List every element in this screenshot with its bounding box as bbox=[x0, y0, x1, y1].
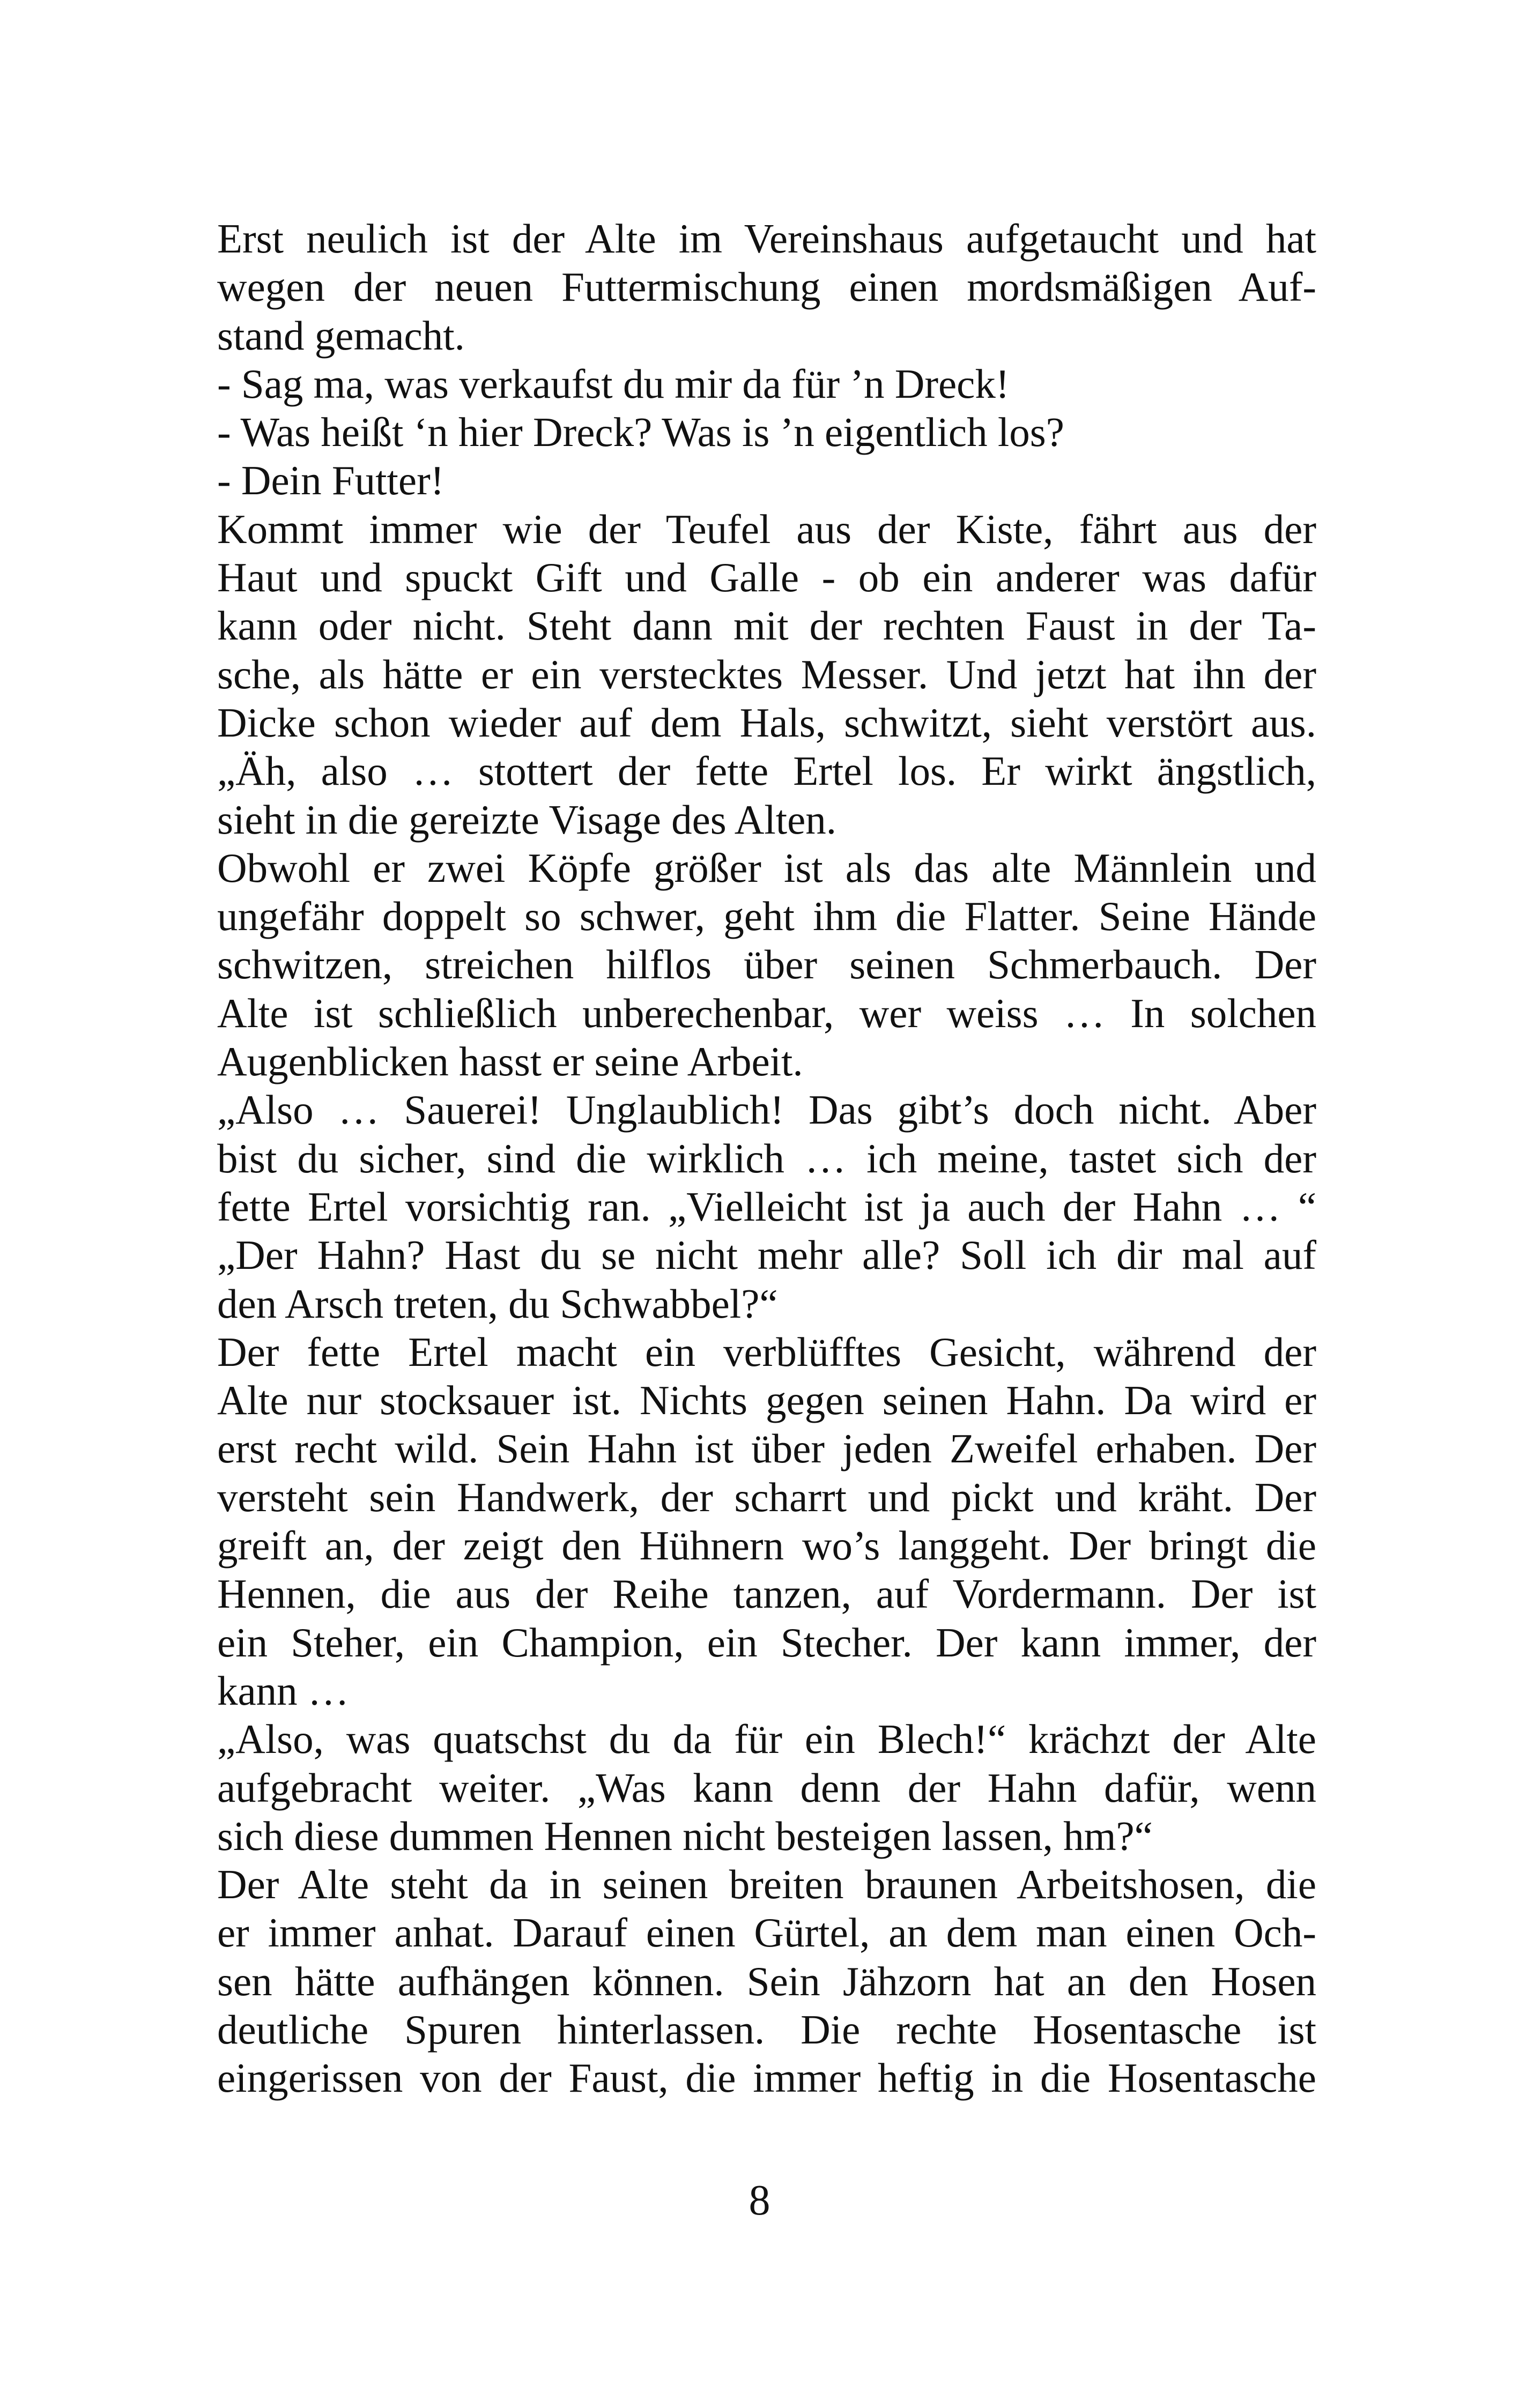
text-line: greift an, der zeigt den Hühnern wo’s langgeht. Der bringt die bbox=[217, 1522, 1316, 1569]
text-line: aufgebracht weiter. „Was kann denn der Hahn dafür, wenn bbox=[217, 1764, 1316, 1811]
text-line: - Sag ma, was verkaufst du mir da für ’n Dreck! bbox=[217, 360, 1010, 407]
text-line: „Also … Sauerei! Unglaublich! Das gibt’s doch nicht. Aber bbox=[217, 1087, 1316, 1133]
text-line: er immer anhat. Darauf einen Gürtel, an dem man einen Och- bbox=[217, 1909, 1316, 1956]
text-line: „Also, was quatschst du da für ein Blech!“ krächzt der Alte bbox=[217, 1716, 1316, 1763]
text-line: - Was heißt ‘n hier Dreck? Was is ’n eigentlich los? bbox=[217, 409, 1064, 456]
text-line: fette Ertel vorsichtig ran. „Vielleicht ist ja auch der Hahn … “ bbox=[217, 1183, 1316, 1230]
text-line: kann oder nicht. Steht dann mit der rechten Faust in der Ta- bbox=[217, 603, 1316, 649]
page-number: 8 bbox=[749, 2177, 770, 2224]
text-line: ungefähr doppelt so schwer, geht ihm die Flatter. Seine Hände bbox=[217, 893, 1316, 940]
text-line: sieht in die gereizte Visage des Alten. bbox=[217, 796, 837, 843]
text-line: bist du sicher, sind die wirklich … ich meine, tastet sich der bbox=[217, 1135, 1316, 1181]
text-line: wegen der neuen Futtermischung einen mordsmäßigen Auf- bbox=[217, 264, 1316, 310]
text-line: Haut und spuckt Gift und Galle - ob ein anderer was dafür bbox=[217, 554, 1316, 601]
text-line: schwitzen, streichen hilflos über seinen Schmerbauch. Der bbox=[217, 941, 1316, 988]
text-line: Der Alte steht da in seinen breiten braunen Arbeitshosen, die bbox=[217, 1861, 1316, 1908]
text-line: sich diese dummen Hennen nicht besteigen lassen, hm?“ bbox=[217, 1812, 1153, 1859]
text-line: deutliche Spuren hinterlassen. Die rechte Hosentasche ist bbox=[217, 2006, 1316, 2053]
text-line: Kommt immer wie der Teufel aus der Kiste, fährt aus der bbox=[217, 506, 1316, 552]
text-line: erst recht wild. Sein Hahn ist über jeden Zweifel erhaben. Der bbox=[217, 1425, 1316, 1472]
text-line: „Äh, also … stottert der fette Ertel los. Er wirkt ängstlich, bbox=[217, 748, 1316, 794]
text-line: stand gemacht. bbox=[217, 312, 465, 359]
text-line: Der fette Ertel macht ein verblüfftes Gesicht, während der bbox=[217, 1328, 1316, 1375]
text-line: Dicke schon wieder auf dem Hals, schwitzt, sieht verstört aus. bbox=[217, 699, 1316, 746]
text-line: ein Steher, ein Champion, ein Stecher. Der kann immer, der bbox=[217, 1619, 1316, 1666]
text-line: Obwohl er zwei Köpfe größer ist als das alte Männlein und bbox=[217, 844, 1316, 891]
text-line: sen hätte aufhängen können. Sein Jähzorn hat an den Hosen bbox=[217, 1958, 1316, 2004]
text-line: eingerissen von der Faust, die immer heftig in die Hosentasche bbox=[217, 2055, 1316, 2101]
body-text bbox=[217, 214, 1316, 2102]
text-line: Augenblicken hasst er seine Arbeit. bbox=[217, 1038, 803, 1085]
text-line: Alte nur stocksauer ist. Nichts gegen seinen Hahn. Da wird er bbox=[217, 1377, 1316, 1424]
text-line: sche, als hätte er ein verstecktes Messer. Und jetzt hat ihn der bbox=[217, 651, 1316, 697]
text-line: „Der Hahn? Hast du se nicht mehr alle? Soll ich dir mal auf bbox=[217, 1232, 1316, 1279]
text-line: versteht sein Handwerk, der scharrt und pickt und kräht. Der bbox=[217, 1474, 1316, 1520]
text-line: kann … bbox=[217, 1667, 349, 1714]
text-line: Erst neulich ist der Alte im Vereinshaus aufgetaucht und hat bbox=[217, 215, 1316, 262]
text-line: - Dein Futter! bbox=[217, 457, 444, 504]
text-line: den Arsch treten, du Schwabbel?“ bbox=[217, 1280, 778, 1327]
text-line: Hennen, die aus der Reihe tanzen, auf Vordermann. Der ist bbox=[217, 1571, 1316, 1617]
text-line: Alte ist schließlich unberechenbar, wer weiss … In solchen bbox=[217, 990, 1316, 1036]
